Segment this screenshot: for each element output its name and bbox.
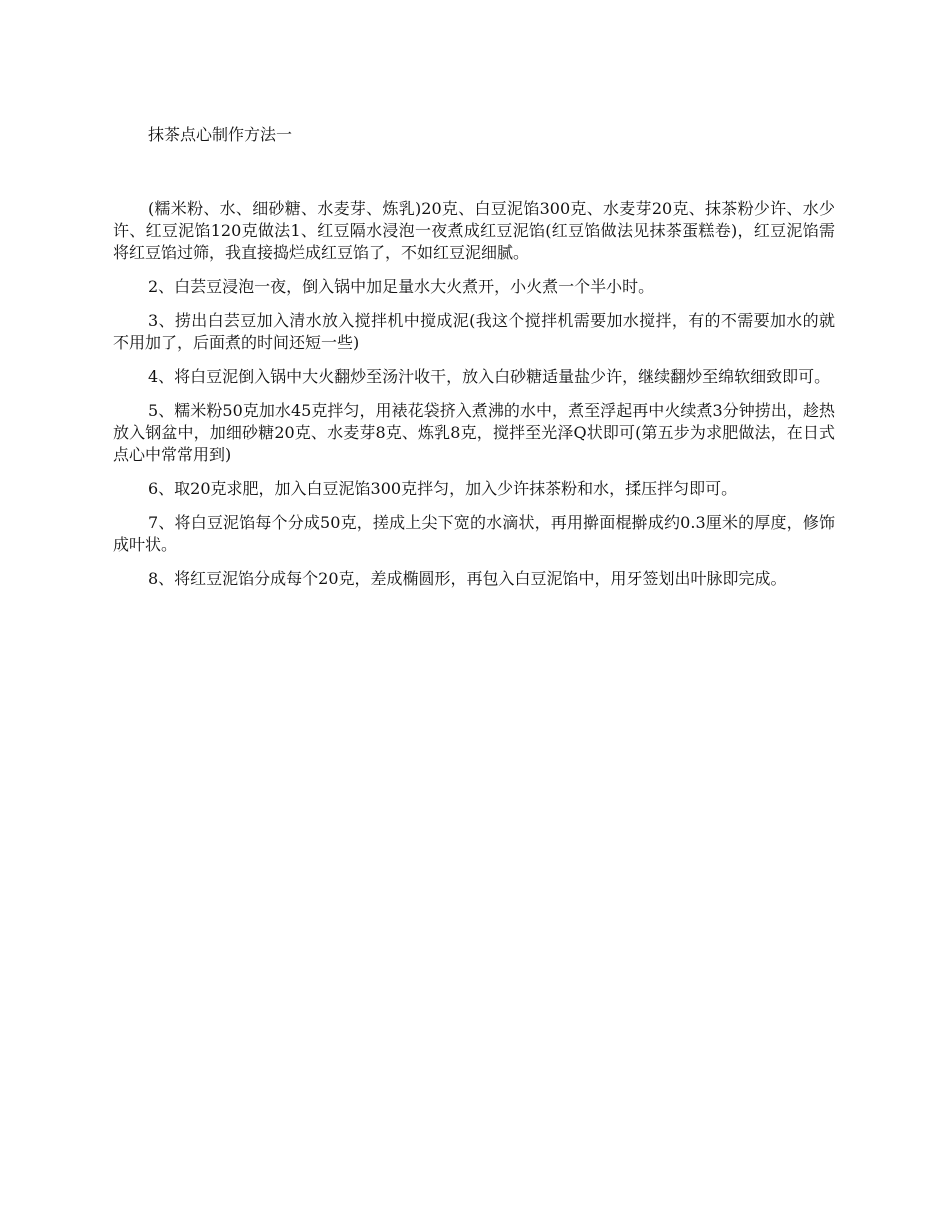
paragraph-step-5: 5、糯米粉50克加水45克拌匀，用裱花袋挤入煮沸的水中，煮至浮起再中火续煮3分钟捞出，趁热放入钢盆中，加细砂糖20克、水麦芽8克、炼乳8克，搅拌至光泽Q状即可(第五步为求肥做法，在日式点心中常常用到): [113, 401, 835, 464]
paragraph-step-7: 7、将白豆泥馅每个分成50克，搓成上尖下宽的水滴状，再用擀面棍擀成约0.3厘米的厚度，修饰成叶状。: [113, 513, 835, 554]
document-body: [113, 198, 835, 602]
paragraph-step-6: 6、取20克求肥，加入白豆泥馅300克拌匀，加入少许抹茶粉和水，揉压拌匀即可。: [148, 479, 738, 498]
paragraph-ingredients: (糯米粉、水、细砂糖、水麦芽、炼乳)20克、白豆泥馅300克、水麦芽20克、抹茶粉少许、水少许、红豆泥馅120克做法1、红豆隔水浸泡一夜煮成红豆泥馅(红豆馅做法见抹茶蛋糕卷)，红豆泥馅需将红豆馅过筛，我直接捣烂成红豆馅了，不如红豆泥细腻。: [113, 199, 835, 262]
paragraph-step-2: 2、白芸豆浸泡一夜，倒入锅中加足量水大火煮开，小火煮一个半小时。: [148, 277, 655, 296]
paragraph-step-8: 8、将红豆泥馅分成每个20克，差成椭圆形，再包入白豆泥馅中，用牙签划出叶脉即完成。: [148, 569, 787, 588]
document-title: 抹茶点心制作方法一: [148, 125, 293, 144]
paragraph-step-4: 4、将白豆泥倒入锅中大火翻炒至汤汁收干，放入白砂糖适量盐少许，继续翻炒至绵软细致即可。: [148, 367, 831, 386]
paragraph-step-3: 3、捞出白芸豆加入清水放入搅拌机中搅成泥(我这个搅拌机需要加水搅拌，有的不需要加水的就不用加了，后面煮的时间还短一些): [113, 311, 835, 352]
